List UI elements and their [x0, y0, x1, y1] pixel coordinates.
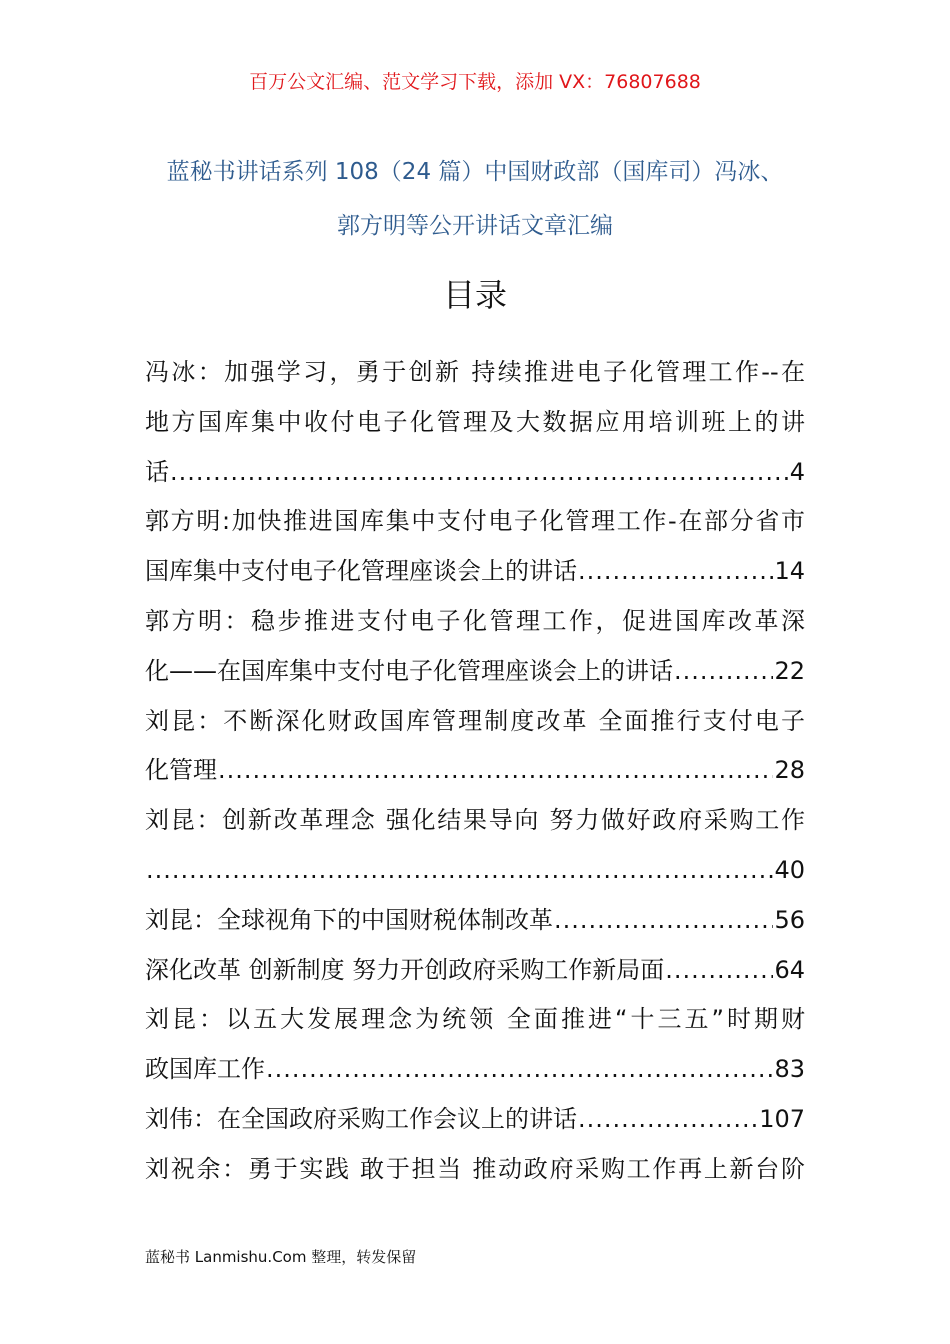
toc-dot-leader	[218, 746, 773, 796]
toc-entry[interactable]	[145, 796, 805, 896]
toc-entry-line: 地方国库集中收付电子化管理及大数据应用培训班上的讲	[145, 407, 805, 436]
toc-entry-title-end: 政国库工作	[145, 1055, 265, 1084]
toc-entry-last-line	[145, 746, 805, 796]
toc-dot-leader	[578, 1095, 758, 1145]
document-title-line-2: 郭方明等公开讲话文章汇编	[337, 213, 613, 239]
toc-entry-last-line	[145, 448, 805, 498]
toc-entry-last-line	[145, 647, 805, 697]
toc-entry-title-end: 深化改革 创新制度 努力开创政府采购工作新局面	[145, 955, 665, 984]
table-of-contents	[145, 348, 805, 1195]
toc-entry[interactable]	[145, 497, 805, 597]
toc-heading: 目录	[442, 276, 507, 314]
toc-entry-title-end: 化——在国库集中支付电子化管理座谈会上的讲话	[145, 656, 673, 685]
toc-page-number: 28	[774, 756, 805, 785]
toc-page-number: 107	[759, 1104, 805, 1133]
toc-entry[interactable]	[145, 946, 805, 996]
toc-entry-last-line	[145, 946, 805, 996]
toc-entry-line: 刘祝余：勇于实践 敢于担当 推动政府采购工作再上新台阶	[145, 1154, 805, 1183]
toc-entry-title-end: 化管理	[145, 756, 217, 785]
toc-entry-last-line	[145, 547, 805, 597]
toc-dot-leader	[665, 946, 773, 996]
toc-entry-line: 冯冰：加强学习，勇于创新 持续推进电子化管理工作--在	[145, 358, 805, 386]
toc-page-number: 56	[774, 905, 805, 934]
toc-entry[interactable]	[145, 1145, 805, 1195]
toc-dot-leader	[266, 1045, 773, 1095]
promo-banner: 百万公文汇编、范文学习下载，添加 VX：76807688	[249, 71, 701, 93]
toc-entry-line: 郭方明：稳步推进支付电子化管理工作，促进国库改革深	[145, 606, 805, 635]
toc-entry[interactable]	[145, 597, 805, 697]
toc-dot-leader	[674, 647, 773, 697]
toc-entry-line: 郭方明:加快推进国库集中支付电子化管理工作-在部分省市	[145, 507, 805, 536]
document-title	[100, 145, 850, 253]
toc-page-number: 64	[774, 955, 805, 984]
toc-entry-title-end: 刘伟：在全国政府采购工作会议上的讲话	[145, 1104, 577, 1133]
toc-page-number: 22	[774, 656, 805, 685]
toc-entry[interactable]	[145, 697, 805, 797]
toc-entry-title-end: 国库集中支付电子化管理座谈会上的讲话	[145, 557, 577, 586]
toc-entry-line: 刘昆：以五大发展理念为统领 全面推进“十三五”时期财	[145, 1005, 805, 1034]
toc-page-number: 4	[789, 457, 805, 486]
toc-entry[interactable]	[145, 348, 805, 497]
toc-entry-last-line	[145, 1095, 805, 1145]
toc-entry-line: 刘昆：不断深化财政国库管理制度改革 全面推行支付电子	[145, 706, 805, 735]
toc-entry-last-line	[145, 1045, 805, 1095]
page-footer: 蓝秘书 Lanmishu.Com 整理，转发保留	[145, 1248, 417, 1266]
toc-entry-last-line	[145, 896, 805, 946]
toc-entry-last-line	[145, 846, 805, 896]
toc-page-number: 14	[774, 557, 805, 586]
toc-dot-leader	[146, 846, 773, 896]
toc-page-number: 83	[774, 1055, 805, 1084]
toc-entry-title-end: 话	[145, 457, 169, 486]
document-title-line-1: 蓝秘书讲话系列 108（24 篇）中国财政部（国库司）冯冰、	[166, 159, 784, 185]
toc-dot-leader	[578, 547, 773, 597]
toc-entry[interactable]	[145, 995, 805, 1095]
toc-entry[interactable]	[145, 896, 805, 946]
toc-entry-line: 刘昆：创新改革理念 强化结果导向 努力做好政府采购工作	[145, 806, 805, 835]
toc-entry-title-end: 刘昆：全球视角下的中国财税体制改革	[145, 905, 553, 934]
toc-dot-leader	[170, 448, 789, 498]
toc-page-number: 40	[774, 855, 805, 884]
toc-dot-leader	[554, 896, 773, 946]
toc-entry[interactable]	[145, 1095, 805, 1145]
